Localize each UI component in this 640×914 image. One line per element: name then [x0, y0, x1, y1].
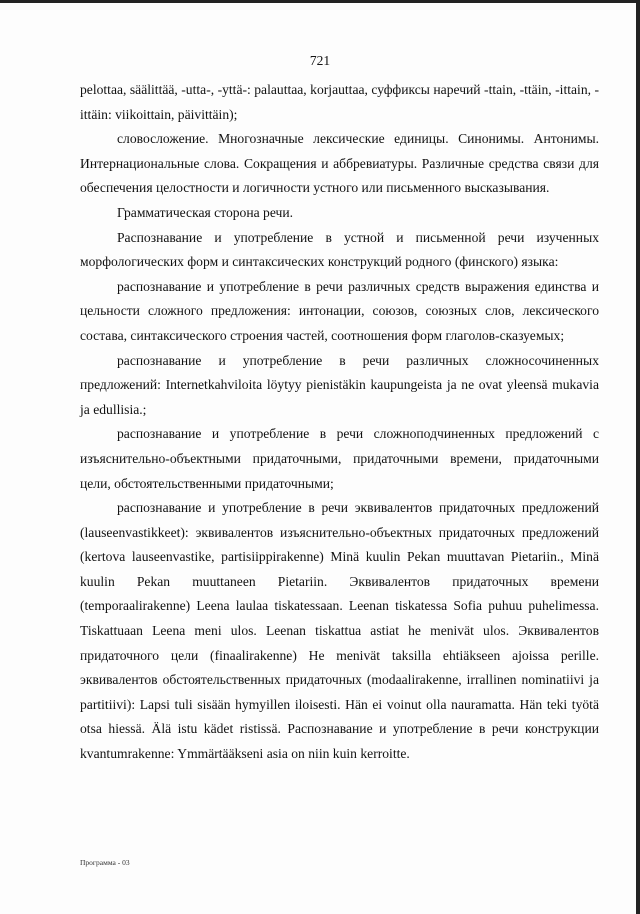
scan-edge-top — [0, 0, 640, 3]
document-body — [80, 78, 599, 767]
paragraph-1: pelottaa, säälittää, -utta-, -yttä-: palauttaa, korjauttaa, суффиксы наречий -ttain, -ttäin, -ittain, -ittäin: viikoittain, päivittäin); — [80, 82, 599, 122]
page-number: 721 — [309, 53, 331, 68]
footer-note: Программа - 03 — [80, 858, 130, 867]
paragraph-2: словосложение. Многозначные лексические единицы. Синонимы. Антонимы. Интернациональные слова. Сокращения и аббревиатуры. Различные средства связи для обеспечения целостности и логичности устного или письменного высказывания. — [80, 131, 599, 196]
scan-edge-right — [636, 0, 640, 914]
paragraph-4: Распознавание и употребление в устной и письменной речи изученных морфологических форм и синтаксических конструкций родного (финского) языка: — [80, 229, 599, 270]
paragraph-6: распознавание и употребление в речи различных сложносочиненных предложений: Internetkahviloita löytyy pienistäkin kaupungeista ja ne ovat yleensä mukavia ja edullisia.; — [80, 352, 599, 417]
paragraph-7: распознавание и употребление в речи сложноподчиненных предложений с изъяснительно-объектными придаточными, придаточными времени, придаточными цели, обстоятельственными придаточными; — [80, 426, 599, 491]
paragraph-8: распознавание и употребление в речи эквивалентов придаточных предложений (lauseenvastikkeet): эквивалентов изъяснительно-объектных придаточных предложений (kertova lauseenvastike, partisiippirakenne) Minä kuulin Pekan muuttavan Pietariin., Minä kuulin Pekan muuttaneen Pietariin. Эквивалентов придаточных времени (temporaalirakenne) Leena laulaa tiskatessaan. Leenan tiskatessa Sofia puhuu puhelimessa. Tiskattuaan Leena meni ulos. Leenan tiskattua astiat he menivät ulos. Эквивалентов придаточного цели (finaalirakenne) He menivät taksilla ehtiäkseen ajoissa perille. эквивалентов обстоятельственных придаточных (modaalirakenne, irrallinen nominatiivi ja partitiivi): Lapsi tuli sisään hymyillen iloisesti. Hän ei voinut olla nauramatta. Hän teki työtä otsa hiessä. Älä istu kädet ristissä. Распознавание и употребление в речи конструкции kvantumrakenne: Ymmärtääkseni asia on niin kuin kerroitte. — [80, 500, 599, 762]
paragraph-3-heading: Грамматическая сторона речи. — [117, 204, 294, 220]
paragraph-5: распознавание и употребление в речи различных средств выражения единства и цельности сложного предложения: интонации, союзов, союзных слов, лексического состава, синтаксического строения частей, соотношения форм глаголов-сказуемых; — [80, 278, 599, 343]
